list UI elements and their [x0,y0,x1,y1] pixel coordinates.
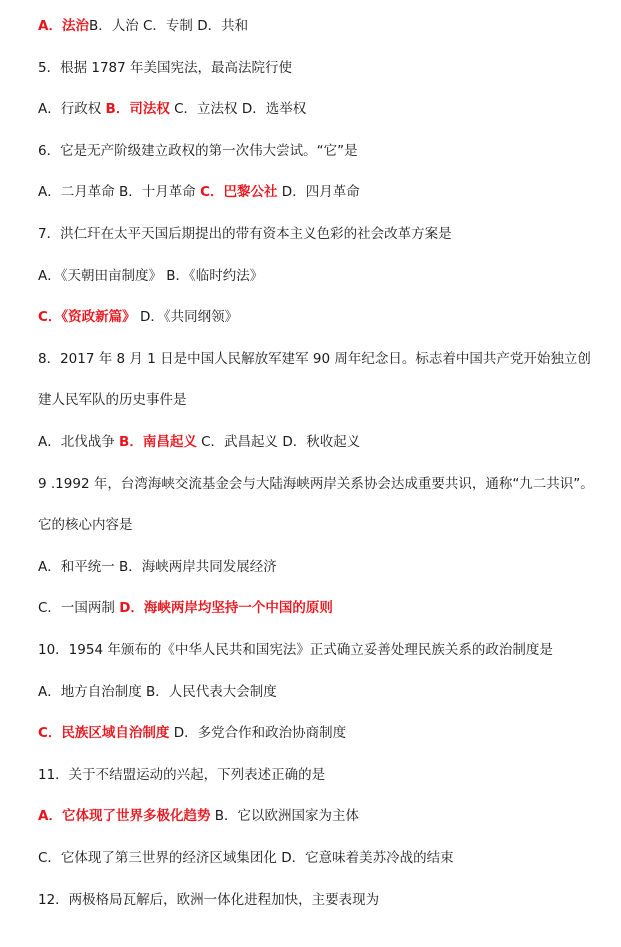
text-line [38,849,613,867]
answer-text: C．《资政新篇》 [38,309,136,325]
text-line [38,516,613,534]
text-line [38,142,613,160]
text-line [38,724,613,742]
question-text: C．立法权 D．选举权 [169,101,307,117]
text-line [38,225,613,243]
text-line [38,183,613,201]
question-text: D．多党合作和政治协商制度 [169,725,347,741]
answer-text: C．巴黎公社 [200,184,278,200]
text-line [38,599,613,617]
text-line [38,100,613,118]
question-text: 12．两极格局瓦解后，欧洲一体化进程加快，主要表现为 [38,892,380,908]
answer-text: B．南昌起义 [119,434,197,450]
question-text: A．北伐战争 [38,434,120,450]
text-line [38,433,613,451]
text-line [38,807,613,825]
text-line [38,59,613,77]
question-text: A．和平统一 B．海峡两岸共同发展经济 [38,559,277,575]
answer-text: C．民族区域自治制度 [38,725,170,741]
question-text: A．二月革命 B．十月革命 [38,184,201,200]
question-text: A．《天朝田亩制度》 B．《临时约法》 [38,268,264,284]
text-line [38,308,613,326]
question-text: 建人民军队的历史事件是 [38,392,187,408]
answer-text: A．法治 [38,18,89,34]
question-text: D．四月革命 [277,184,360,200]
question-text: 7．洪仁玕在太平天国后期提出的带有资本主义色彩的社会改革方案是 [38,226,452,242]
text-line [38,350,613,368]
text-line [38,391,613,409]
answer-text: B．司法权 [105,101,170,117]
question-text: A．行政权 [38,101,106,117]
text-line [38,766,613,784]
question-text: 8．2017 年 8 月 1 日是中国人民解放军建军 90 周年纪念日。标志着中国共产党开始独立创 [38,351,591,367]
text-line [38,267,613,285]
question-text: 5．根据 1787 年美国宪法，最高法院行使 [38,60,293,76]
text-line [38,891,613,909]
question-text: C．一国两制 [38,600,120,616]
question-text: 9 .1992 年，台湾海峡交流基金会与大陆海峡两岸关系协会达成重要共识，通称“九二共识”。 [38,476,594,492]
answer-text: A．它体现了世界多极化趋势 [38,808,211,824]
question-text: 10．1954 年颁布的《中华人民共和国宪法》正式确立妥善处理民族关系的政治制度是 [38,642,553,658]
question-text: A．地方自治制度 B．人民代表大会制度 [38,684,277,700]
question-text: C．它体现了第三世界的经济区域集团化 D．它意味着美苏冷战的结束 [38,850,454,866]
text-line [38,641,613,659]
text-line [38,17,613,35]
text-line [38,683,613,701]
question-text: 11．关于不结盟运动的兴起，下列表述正确的是 [38,767,326,783]
text-line [38,475,613,493]
question-text: 它的核心内容是 [38,517,133,533]
question-text: C．武昌起义 D．秋收起义 [196,434,361,450]
answer-text: D．海峡两岸均坚持一个中国的原则 [119,600,333,616]
question-text: B．人治 C．专制 D．共和 [88,18,249,34]
question-text: B．它以欧洲国家为主体 [210,808,360,824]
question-text: D．《共同纲领》 [135,309,239,325]
question-text: 6．它是无产阶级建立政权的第一次伟大尝试。“它”是 [38,143,358,159]
text-line [38,558,613,576]
